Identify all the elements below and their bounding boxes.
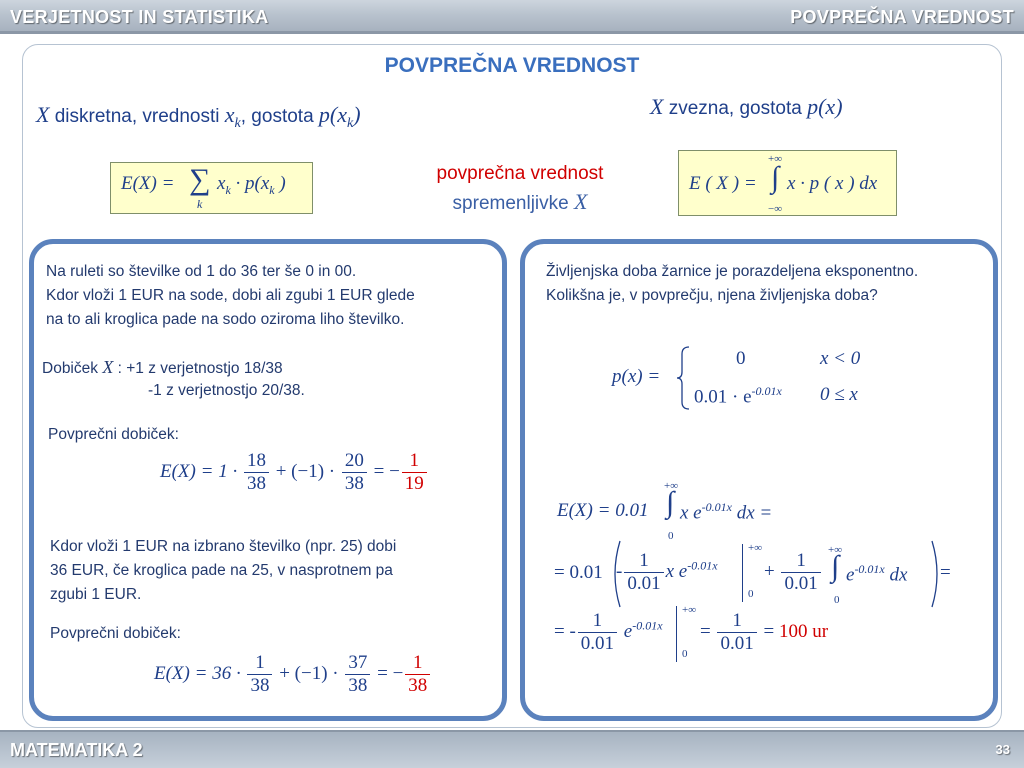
gain-definition-line2: -1 z verjetnostjo 20/38. [148, 382, 305, 399]
line2-term2: + $\frac{1}{0.01}$ [764, 550, 823, 595]
footer-bar [0, 730, 1024, 768]
density-case1-condition: x < 0 [820, 348, 861, 369]
brace-shape [676, 346, 690, 410]
line2-term1: - $\frac{1}{0.01}$ x $e^{-0.01x}$ [616, 550, 718, 594]
expectation-line-3: = - $\frac{1}{0.01}$ $e^{-0.01x}$ [554, 610, 663, 654]
density-case1-value: 0 [736, 348, 746, 369]
section-title: POVPREČNA VREDNOST [790, 7, 1014, 27]
avg-gain-label-1: Povprečni dobiček: [48, 426, 179, 443]
line1-integral: ∫ [666, 486, 675, 519]
density-case2-value: $0.01 \cdot e^{-0.01x}$ [694, 384, 782, 408]
line2-end: = [940, 562, 951, 583]
page-number: 33 [995, 742, 1010, 757]
discrete-formula-box: E(X) = ∑ k $x_k \cdot p(x_k$ ) [110, 162, 313, 214]
line1-integrand: x $e^{-0.01x}$ dx = [680, 500, 773, 524]
header-bar [0, 0, 1024, 34]
slide-title: POVPREČNA VREDNOST [384, 54, 640, 77]
expectation-line-1: E(X) = 0.01 [557, 500, 649, 521]
course-name: MATEMATIKA 2 [10, 740, 143, 760]
eval-bar-1-upper: +∞ [748, 542, 763, 554]
line2-start: = 0.01 [554, 562, 603, 583]
line3-result: = $\frac{1}{0.01}$ = 100 ur [700, 610, 829, 654]
bulb-intro: Življenjska doba žarnice je porazdeljena eksponentno. Kolikšna je, v povprečju, njena življenjska doba? [546, 263, 919, 304]
mean-definition-label: povprečna vrednost spremenljivke X [436, 163, 604, 214]
mean-lifetime-result: 100 ur [778, 620, 829, 642]
course-title: VERJETNOST IN STATISTIKA [10, 7, 269, 27]
roulette-eq-1: E(X) = 1 · $\frac{18}{38}$ + (−1) · $\frac{20}{38}$ = − $\frac{1}{19}$ [160, 450, 429, 495]
gain-definition: Dobiček X : +1 z verjetnostjo 18/38 [42, 357, 283, 377]
line2-integrand: $e^{-0.01x}$ dx [846, 562, 908, 586]
line2-int-lower: 0 [834, 594, 840, 606]
roulette-intro: Na ruleti so številke od 1 do 36 ter še 0 in 00. Kdor vloži 1 EUR na sode, dobi ali zgubi 1 EUR glede na to ali kroglica pade na sodo oziroma liho številko. [46, 263, 415, 328]
continuous-formula-box: E ( X ) = +∞ ∫ −∞ x · p ( x ) dx [678, 150, 897, 216]
line1-lower-limit: 0 [668, 530, 674, 542]
eval-bar-2-lower: 0 [682, 648, 688, 660]
line1-upper-limit: +∞ [664, 480, 679, 492]
density-case2-condition: 0 ≤ x [820, 384, 858, 405]
roulette-eq-2: E(X) = 36 · $\frac{1}{38}$ + (−1) · $\frac{37}{38}$ = − $\frac{1}{38}$ [154, 652, 432, 697]
eval-bar-2-upper: +∞ [682, 604, 697, 616]
line2-integral: ∫ [831, 550, 840, 583]
avg-gain-label-2: Povprečni dobiček: [50, 625, 181, 642]
eval-bar-2 [676, 606, 677, 662]
eval-bar-1 [742, 544, 743, 602]
density-lhs: p(x) = [612, 366, 661, 387]
single-number-bet: Kdor vloži 1 EUR na izbrano številko (npr. 25) dobi 36 EUR, če kroglica pade na 25, v nasprotnem pa zgubi 1 EUR. [50, 538, 397, 603]
discrete-header: X diskretna, vrednosti $x_k$, gostota $p(x_k)$ [36, 102, 361, 131]
line2-int-upper: +∞ [828, 544, 843, 556]
continuous-header: X zvezna, gostota p(x) [650, 94, 843, 119]
density-brace [676, 346, 690, 410]
eval-bar-1-lower: 0 [748, 588, 754, 600]
